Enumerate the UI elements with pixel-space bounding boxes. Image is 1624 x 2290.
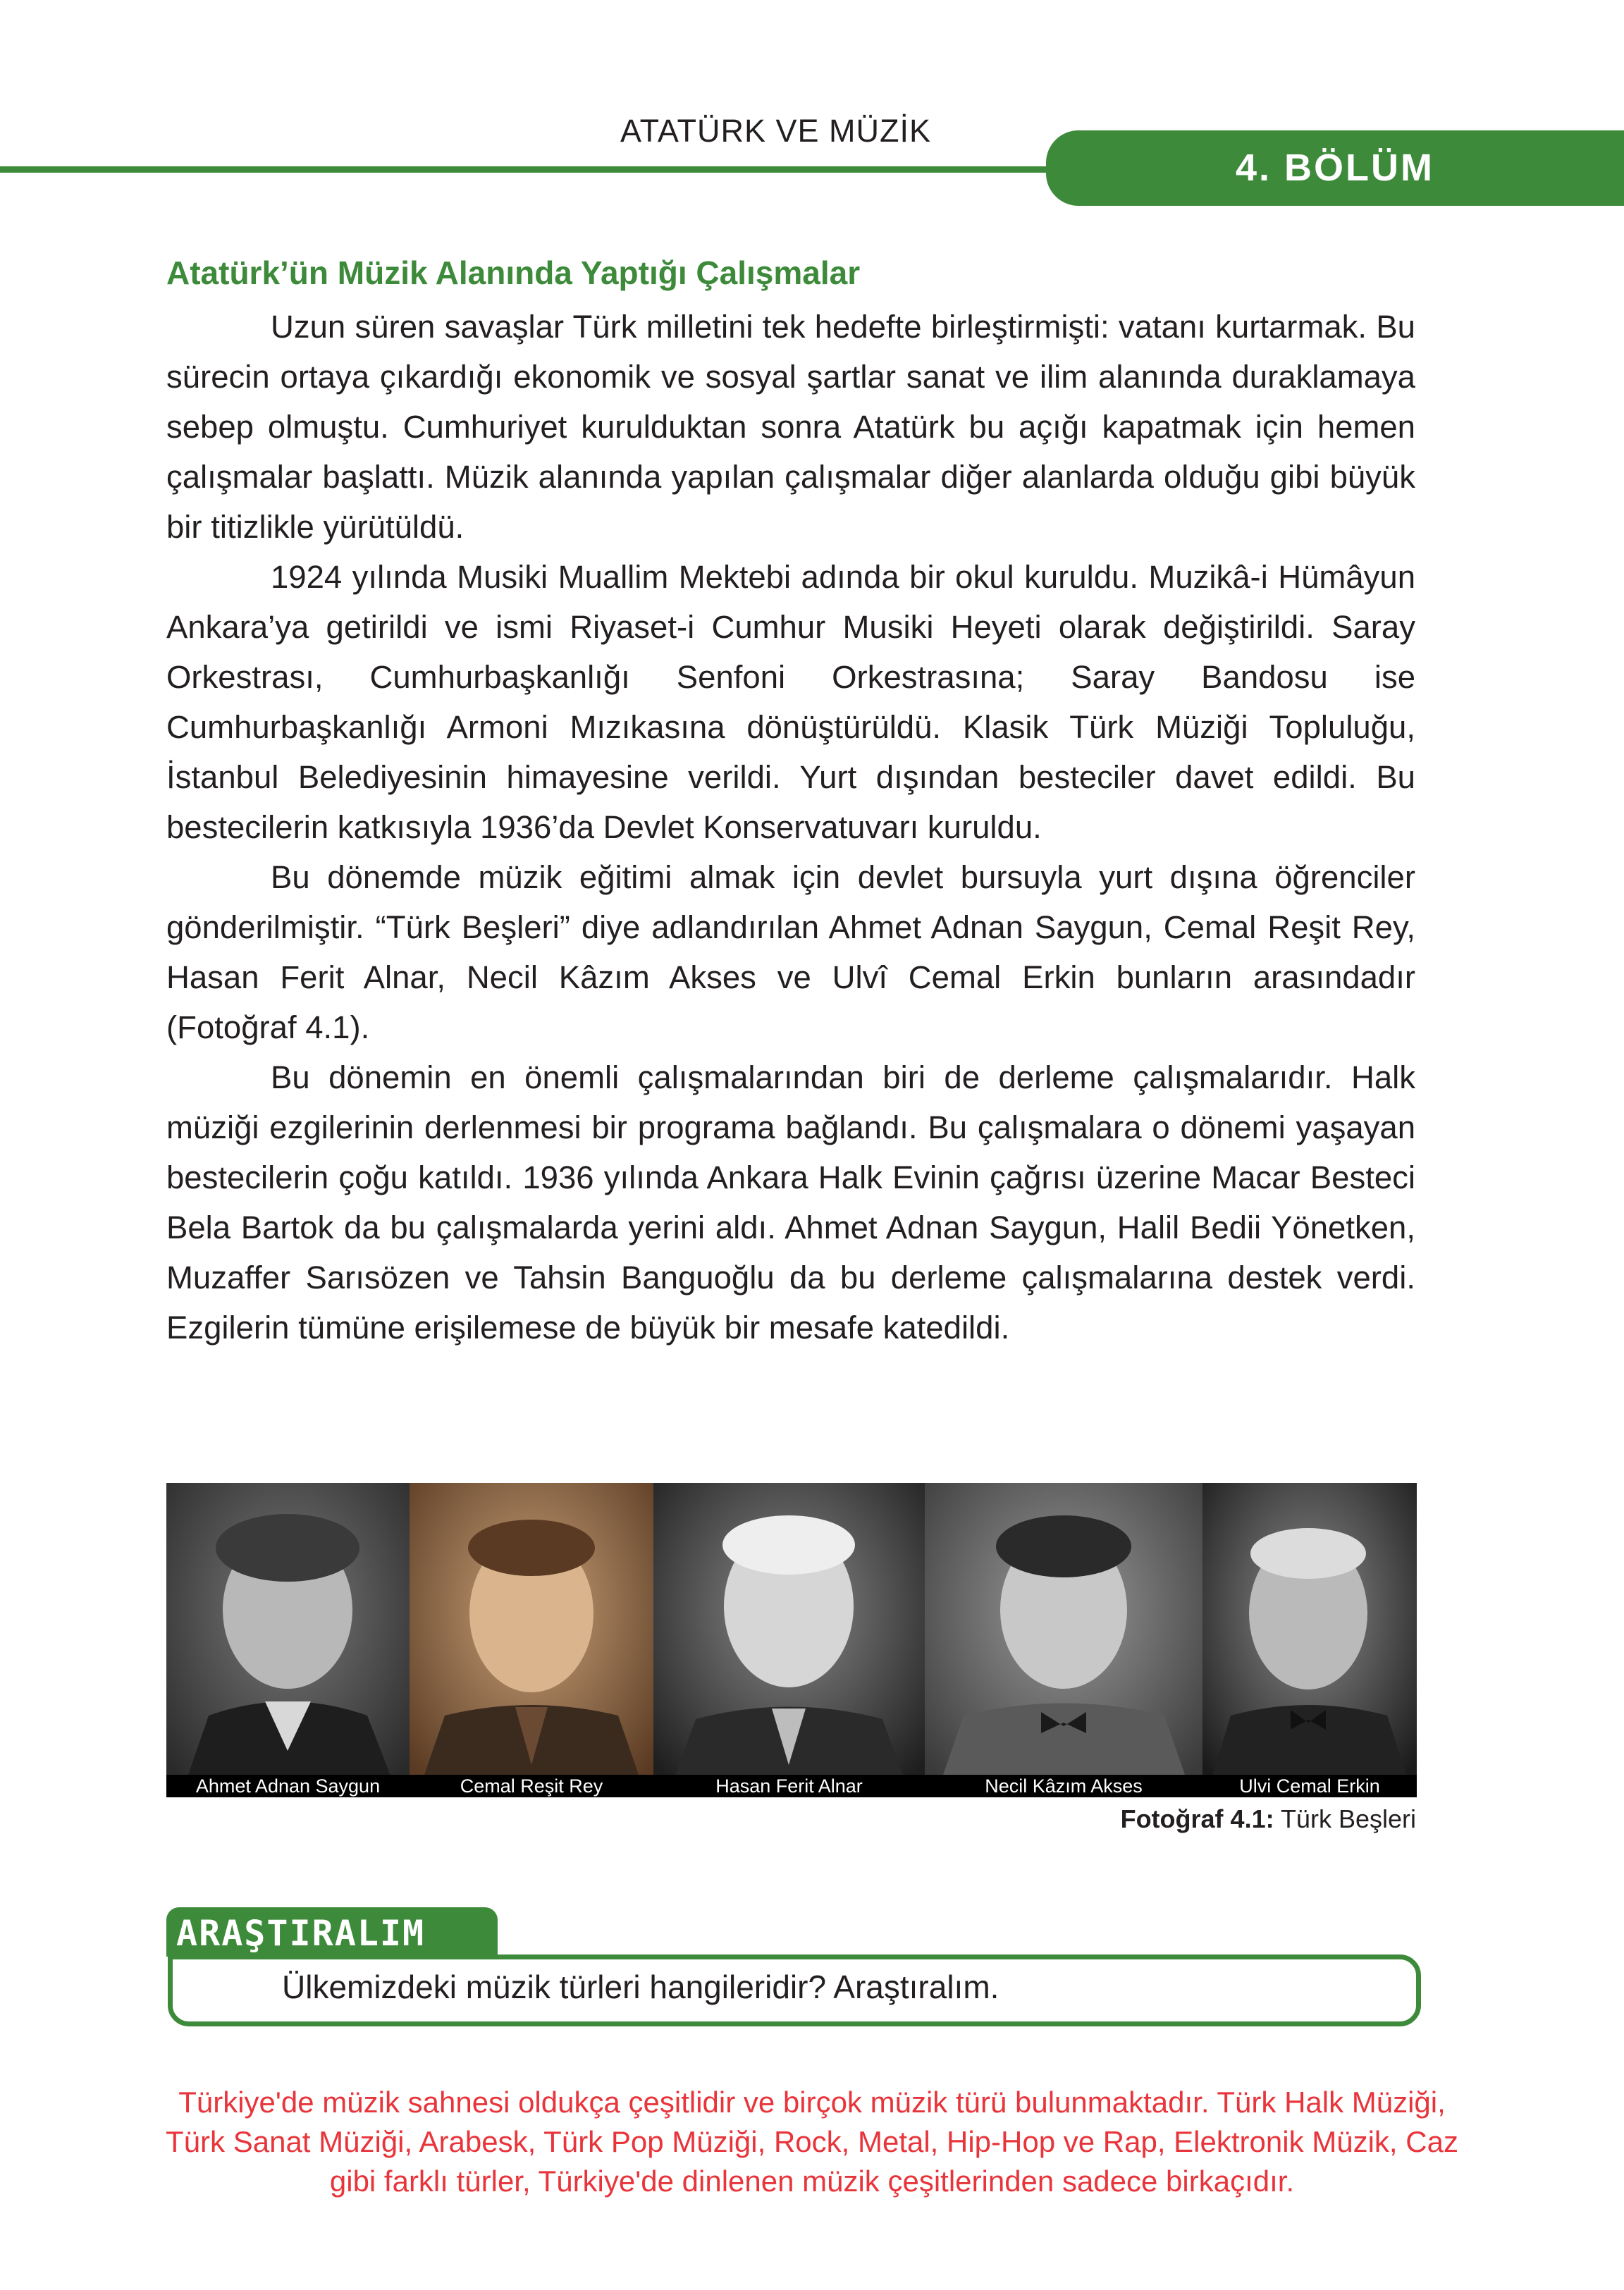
research-tab — [166, 1907, 498, 1957]
portrait-photo — [653, 1483, 925, 1797]
portrait-photo — [925, 1483, 1202, 1797]
portrait-image — [166, 1483, 410, 1797]
answer-text — [106, 2083, 1518, 2201]
paragraph: 1924 yılında Musiki Muallim Mektebi adında bir okul kuruldu. Muzikâ-i Hümâyun Ankara’ya getirildi ve ismi Riyaset-i Cumhur Musiki Heyeti olarak değiştirildi. Saray Orkestrası, Cumhurbaşkanlığı Senfoni Orkestrasına; Saray Bandosu ise Cumhurbaşkanlığı Armoni Mızıkasına dönüştürüldü. Klasik Türk Müziği Topluluğu, İstanbul Belediyesinin himayesine verildi. Yurt dışından besteciler davet edildi. Bu bestecilerin katkısıyla 1936’da Devlet Konservatuvarı kuruldu. — [166, 559, 1415, 845]
figure-caption-text: Türk Beşleri — [1274, 1804, 1416, 1833]
research-label: ARAŞTIRALIM — [176, 1913, 426, 1954]
paragraph: Bu dönemin en önemli çalışmalarından biri de derleme çalışmalarıdır. Halk müziği ezgilerinin derlenmesi bir programa bağlandı. Bu çalışmalara o dönemi yaşayan bestecilerin çoğu katıldı. 1936 yılında Ankara Halk Evinin çağrısı üzerine Macar Besteci Bela Bartok da bu çalışmalarda yerini aldı. Ahmet Adnan Saygun, Halil Bedii Yönetken, Muzaffer Sarısözen ve Tahsin Banguoğlu da bu derleme çalışmalarına destek verdi. Ezgilerin tümüne erişilemese de büyük bir mesafe katedildi. — [166, 1059, 1415, 1346]
photo-caption: Cemal Reşit Rey — [410, 1775, 653, 1797]
header-title: ATATÜRK VE MÜZİK — [620, 113, 932, 149]
paragraph: Uzun süren savaşlar Türk milletini tek hedefte birleştirmişti: vatanı kurtarmak. Bu sürecin ortaya çıkardığı ekonomik ve sosyal şartlar sanat ve ilim alanında duraklamaya sebep olmuştu. Cumhuriyet kurulduktan sonra Atatürk bu açığı kapatmak için hemen çalışmalar başlattı. Müzik alanında yapılan çalışmalar diğer alanlarda olduğu gibi büyük bir titizlikle yürütüldü. — [166, 309, 1415, 545]
photo-caption: Ahmet Adnan Saygun — [166, 1775, 410, 1797]
answer-line: Türk Sanat Müziği, Arabesk, Türk Pop Müziği, Rock, Metal, Hip-Hop ve Rap, Elektronik Müzik, Caz — [166, 2125, 1458, 2158]
portrait-photo — [410, 1483, 653, 1797]
paragraph: Bu dönemde müzik eğitimi almak için devlet bursuyla yurt dışına öğrenciler gönderilmiştir. “Türk Beşleri” diye adlandırılan Ahmet Adnan Saygun, Cemal Reşit Rey, Hasan Ferit Alnar, Necil Kâzım Akses ve Ulvî Cemal Erkin bunların arasındadır (Fotoğraf 4.1). — [166, 859, 1415, 1045]
photo-caption: Hasan Ferit Alnar — [653, 1775, 925, 1797]
header-rule — [0, 166, 1057, 173]
answer-line: Türkiye'de müzik sahnesi oldukça çeşitlidir ve birçok müzik türü bulunmaktadır. Türk Halk Müziği, — [178, 2086, 1446, 2119]
photo-strip — [166, 1483, 1417, 1797]
portrait-image — [410, 1483, 653, 1797]
figure-caption — [1121, 1804, 1416, 1834]
body-text — [166, 302, 1415, 1353]
photo-caption: Ulvi Cemal Erkin — [1202, 1775, 1417, 1797]
portrait-photo — [1202, 1483, 1417, 1797]
research-box — [168, 1954, 1421, 2026]
photo-caption: Necil Kâzım Akses — [925, 1775, 1202, 1797]
research-question: Ülkemizdeki müzik türleri hangileridir? Araştıralım. — [282, 1969, 999, 2005]
portrait-image — [1202, 1483, 1417, 1797]
portrait-image — [653, 1483, 925, 1797]
chapter-tab — [1046, 130, 1624, 206]
section-heading: Atatürk’ün Müzik Alanında Yaptığı Çalışmalar — [166, 254, 861, 291]
portrait-photo — [166, 1483, 410, 1797]
figure-caption-label: Fotoğraf 4.1: — [1120, 1804, 1274, 1833]
portrait-image — [925, 1483, 1202, 1797]
answer-line: gibi farklı türler, Türkiye'de dinlenen müzik çeşitlerinden sadece birkaçıdır. — [329, 2165, 1295, 2198]
chapter-label: 4. BÖLÜM — [1235, 147, 1434, 189]
